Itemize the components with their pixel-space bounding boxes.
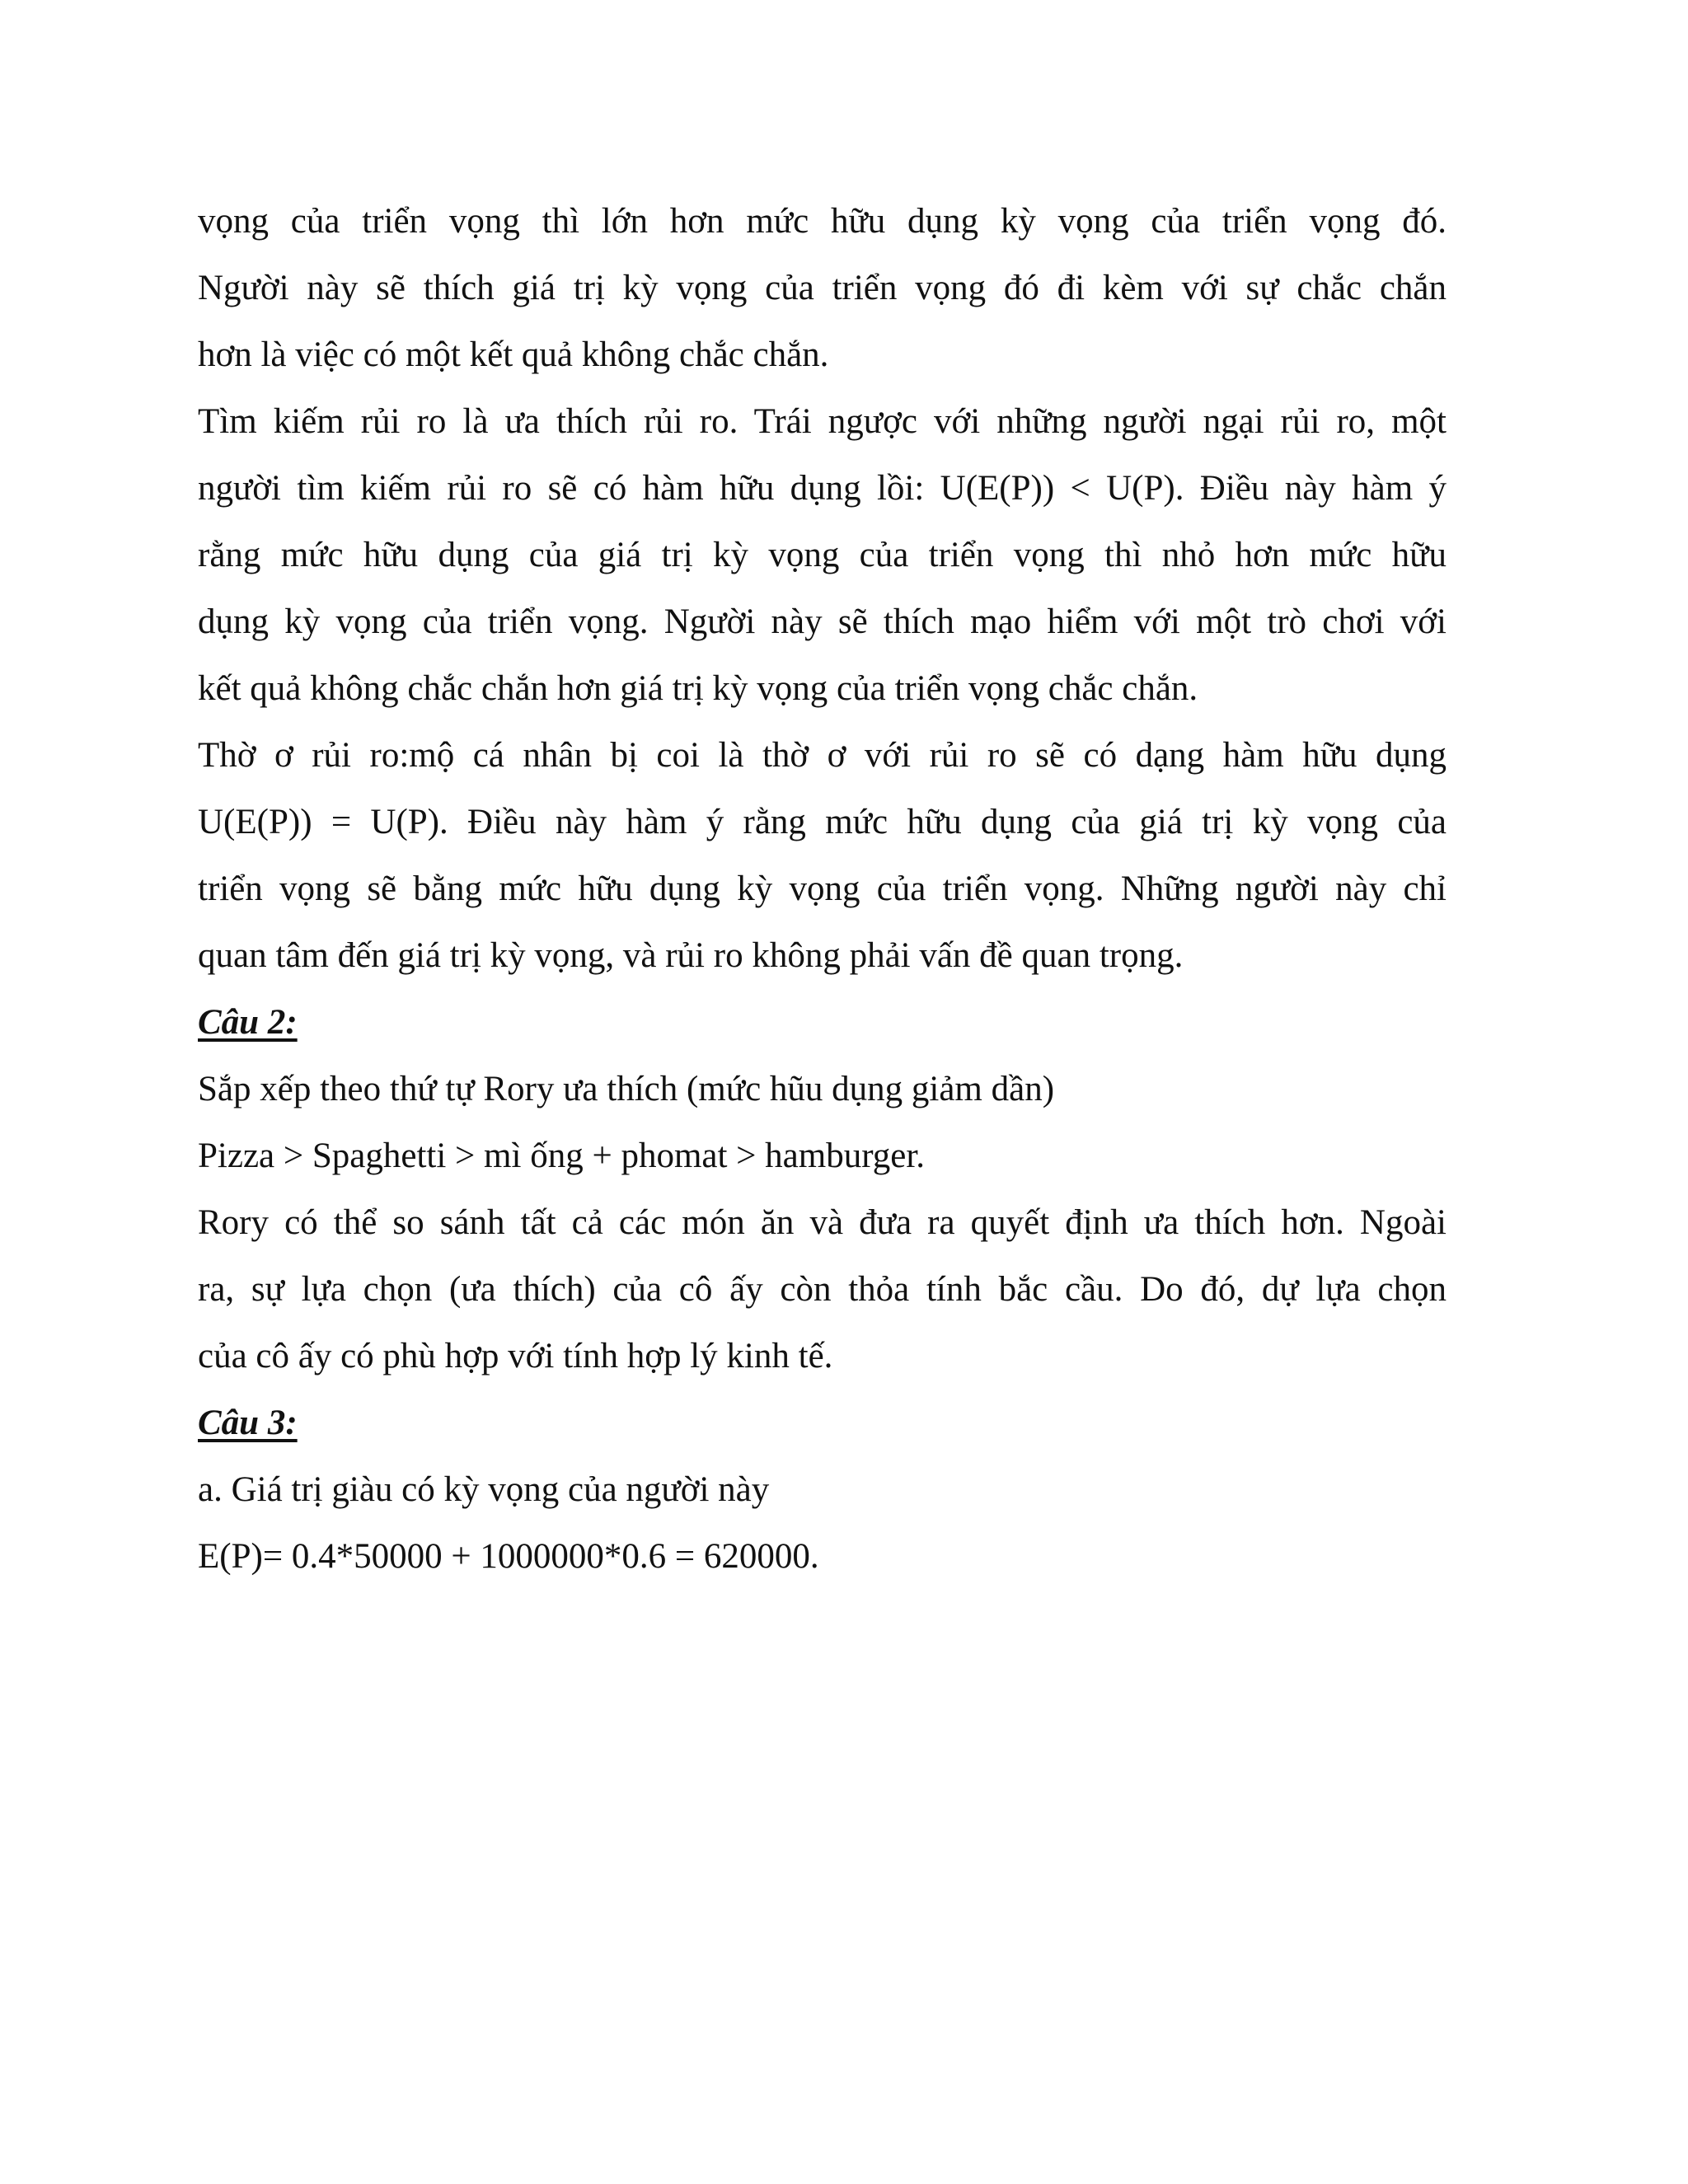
text-line: dụng kỳ vọng của triển vọng. Người này sẽ thích mạo hiểm với một trò chơi với [198,602,1447,641]
text-line: U(E(P)) = U(P). Điều này hàm ý rằng mức hữu dụng của giá trị kỳ vọng của [198,803,1447,841]
text-line: Sắp xếp theo thứ tự Rory ưa thích (mức hũu dụng giảm dần) [198,1070,1055,1108]
text-line: kết quả không chắc chắn hơn giá trị kỳ vọng của triển vọng chắc chắn. [198,669,1198,708]
paragraph-risk-seeking [198,388,1447,722]
text-line: ra, sự lựa chọn (ưa thích) của cô ấy còn thỏa tính bắc cầu. Do đó, dự lựa chọn [198,1270,1447,1309]
text-line: E(P)= 0.4*50000 + 1000000*0.6 = 620000. [198,1537,819,1576]
section-heading: Câu 3: [198,1404,298,1442]
section-heading: Câu 2: [198,1003,298,1042]
paragraph-risk-neutral [198,722,1447,989]
text-line: người tìm kiếm rủi ro sẽ có hàm hữu dụng lồi: U(E(P)) < U(P). Điều này hàm ý [198,469,1447,508]
text-line: Pizza > Spaghetti > mì ống + phomat > hamburger. [198,1137,926,1175]
section-cau-3 [198,1390,1447,1590]
text-line: Người này sẽ thích giá trị kỳ vọng của triển vọng đó đi kèm với sự chắc chắn [198,269,1447,307]
text-line: vọng của triển vọng thì lớn hơn mức hữu dụng kỳ vọng của triển vọng đó. [198,202,1447,241]
text-line: của cô ấy có phù hợp với tính hợp lý kinh tế. [198,1337,833,1376]
text-line: Thờ ơ rủi ro:mộ cá nhân bị coi là thờ ơ với rủi ro sẽ có dạng hàm hữu dụng [198,736,1447,775]
text-line: Tìm kiếm rủi ro là ưa thích rủi ro. Trái ngược với những người ngại rủi ro, một [198,402,1447,441]
paragraph-risk-averse-end [198,188,1447,388]
section-cau-2 [198,989,1447,1390]
text-line: a. Giá trị giàu có kỳ vọng của người này [198,1470,770,1509]
text-line: rằng mức hữu dụng của giá trị kỳ vọng của triển vọng thì nhỏ hơn mức hữu [198,536,1447,574]
text-line: quan tâm đến giá trị kỳ vọng, và rủi ro không phải vấn đề quan trọng. [198,936,1184,975]
text-line: Rory có thể so sánh tất cả các món ăn và đưa ra quyết định ưa thích hơn. Ngoài [198,1203,1447,1242]
text-line: hơn là việc có một kết quả không chắc chắn. [198,335,829,374]
text-line: triển vọng sẽ bằng mức hữu dụng kỳ vọng của triển vọng. Những người này chỉ [198,869,1447,908]
document-page [198,188,1447,1590]
